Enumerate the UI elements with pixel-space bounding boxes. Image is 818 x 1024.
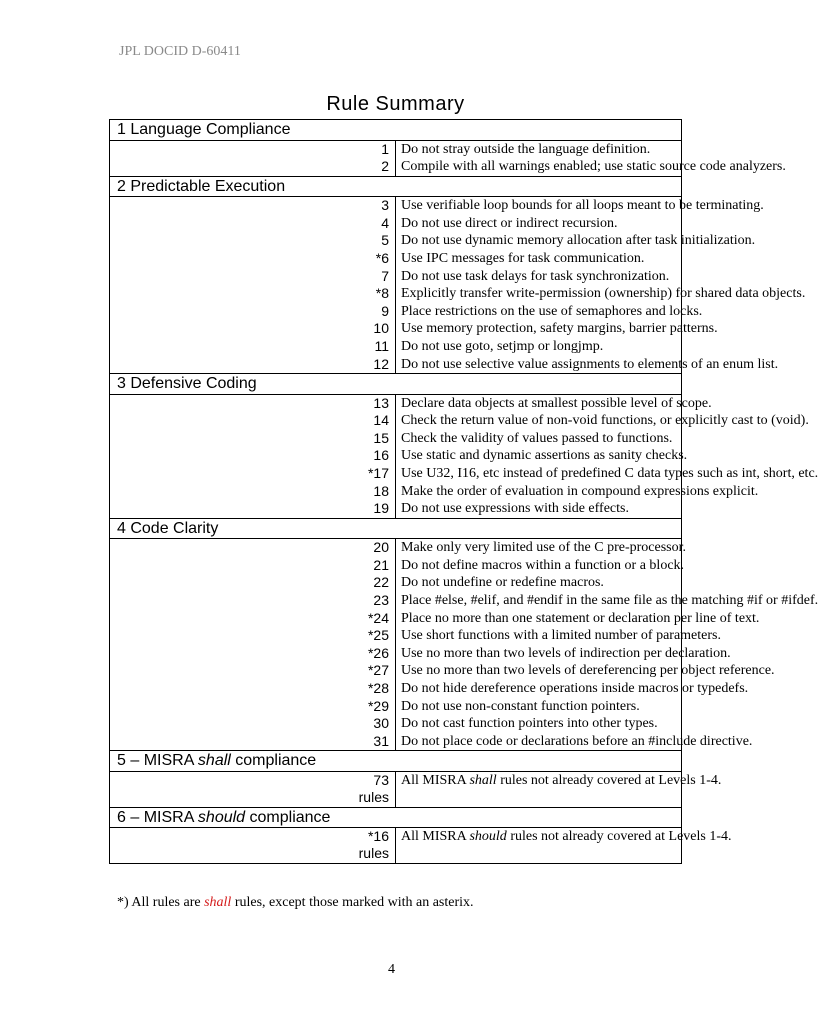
rule-number: *25 <box>110 627 396 645</box>
rule-text: Explicitly transfer write-permission (ownership) for shared data objects. <box>396 285 682 303</box>
rule-text: Compile with all warnings enabled; use static source code analyzers. <box>396 158 682 176</box>
rule-number: 9 <box>110 303 396 321</box>
rule-row <box>110 158 682 176</box>
rule-number: 31 <box>110 733 396 751</box>
rule-number: 23 <box>110 592 396 610</box>
rule-text: Place no more than one statement or declaration per line of text. <box>396 610 682 628</box>
page-title: Rule Summary <box>326 93 465 115</box>
rule-row <box>110 574 682 592</box>
rule-row <box>110 320 682 338</box>
rule-row <box>110 715 682 733</box>
rule-row <box>110 610 682 628</box>
section-title: 5 – MISRA shall compliance <box>110 751 682 772</box>
rule-text: Do not stray outside the language definition. <box>396 140 682 158</box>
rule-number: 15 <box>110 430 396 448</box>
rule-text: Place #else, #elif, and #endif in the same file as the matching #if or #ifdef. <box>396 592 682 610</box>
rule-number: 21 <box>110 557 396 575</box>
rule-row <box>110 140 682 158</box>
rule-row <box>110 197 682 215</box>
rule-number: *28 <box>110 680 396 698</box>
rule-text: Do not use dynamic memory allocation after task initialization. <box>396 232 682 250</box>
rule-number: 5 <box>110 232 396 250</box>
rule-text: Do not use selective value assignments to elements of an enum list. <box>396 356 682 374</box>
rule-number: 12 <box>110 356 396 374</box>
rule-number: 7 <box>110 268 396 286</box>
rule-row <box>110 645 682 663</box>
rule-row <box>110 500 682 518</box>
rule-number: 10 <box>110 320 396 338</box>
rule-text: Use IPC messages for task communication. <box>396 250 682 268</box>
rule-row <box>110 465 682 483</box>
rule-text: Do not use goto, setjmp or longjmp. <box>396 338 682 356</box>
rule-row <box>110 356 682 374</box>
rule-number: 2 <box>110 158 396 176</box>
rule-text: Declare data objects at smallest possible level of scope. <box>396 394 682 412</box>
rule-number: *6 <box>110 250 396 268</box>
rule-text: Make only very limited use of the C pre-processor. <box>396 539 682 557</box>
rule-text: Do not place code or declarations before an #include directive. <box>396 733 682 751</box>
rule-number: 16 <box>110 447 396 465</box>
rule-number: *26 <box>110 645 396 663</box>
rule-number: *27 <box>110 662 396 680</box>
rule-row <box>110 662 682 680</box>
rule-text: Use memory protection, safety margins, barrier patterns. <box>396 320 682 338</box>
rule-number: *8 <box>110 285 396 303</box>
rule-row <box>110 680 682 698</box>
shall-emphasis: shall <box>204 895 232 910</box>
rule-number: 4 <box>110 215 396 233</box>
rule-text: Do not use task delays for task synchronization. <box>396 268 682 286</box>
rule-row <box>110 733 682 751</box>
rule-number: 73 rules <box>110 771 396 807</box>
rule-row <box>110 483 682 501</box>
section-title: 6 – MISRA should compliance <box>110 807 682 828</box>
rule-number: 3 <box>110 197 396 215</box>
rule-text: All MISRA shall rules not already covered at Levels 1-4. <box>396 771 682 807</box>
rule-row <box>110 557 682 575</box>
rule-summary-table <box>109 119 818 864</box>
rule-text: Use U32, I16, etc instead of predefined C data types such as int, short, etc. <box>396 465 682 483</box>
rule-number: *16 rules <box>110 828 396 864</box>
rule-number: *29 <box>110 698 396 716</box>
rule-number: 1 <box>110 140 396 158</box>
rule-text: Do not cast function pointers into other types. <box>396 715 682 733</box>
rule-number: 11 <box>110 338 396 356</box>
page-number: 4 <box>388 962 395 977</box>
rule-row <box>110 268 682 286</box>
rule-text: Do not use non-constant function pointers. <box>396 698 682 716</box>
rule-text: Do not use direct or indirect recursion. <box>396 215 682 233</box>
rule-number: 30 <box>110 715 396 733</box>
rule-row <box>110 285 682 303</box>
rule-row <box>110 539 682 557</box>
rule-text: Use verifiable loop bounds for all loops meant to be terminating. <box>396 197 682 215</box>
rule-text: Place restrictions on the use of semaphores and locks. <box>396 303 682 321</box>
footnote: *) All rules are shall rules, except those marked with an asterix. <box>117 895 474 910</box>
rule-row <box>110 627 682 645</box>
rule-number: 13 <box>110 394 396 412</box>
rule-text: Do not define macros within a function or a block. <box>396 557 682 575</box>
rule-row <box>110 338 682 356</box>
section-title: 4 Code Clarity <box>110 518 682 539</box>
rule-text: All MISRA should rules not already covered at Levels 1-4. <box>396 828 682 864</box>
section-title: 3 Defensive Coding <box>110 374 682 395</box>
rule-row <box>110 250 682 268</box>
rule-text: Do not use expressions with side effects. <box>396 500 682 518</box>
rule-row <box>110 592 682 610</box>
rule-row <box>110 215 682 233</box>
document-id: JPL DOCID D-60411 <box>119 44 241 59</box>
rule-text: Use static and dynamic assertions as sanity checks. <box>396 447 682 465</box>
rule-text: Do not undefine or redefine macros. <box>396 574 682 592</box>
rule-row <box>110 447 682 465</box>
rule-text: Use no more than two levels of indirection per declaration. <box>396 645 682 663</box>
rule-row <box>110 394 682 412</box>
rule-row <box>110 412 682 430</box>
rule-number: 19 <box>110 500 396 518</box>
section-title: 1 Language Compliance <box>110 120 682 141</box>
section-title: 2 Predictable Execution <box>110 176 682 197</box>
rule-number: 18 <box>110 483 396 501</box>
rule-text: Check the validity of values passed to functions. <box>396 430 682 448</box>
rule-text: Use short functions with a limited number of parameters. <box>396 627 682 645</box>
rule-number: *17 <box>110 465 396 483</box>
rule-text: Do not hide dereference operations inside macros or typedefs. <box>396 680 682 698</box>
rule-text: Use no more than two levels of dereferencing per object reference. <box>396 662 682 680</box>
rule-number: 20 <box>110 539 396 557</box>
rule-row <box>110 698 682 716</box>
rule-row <box>110 232 682 250</box>
rule-number: 14 <box>110 412 396 430</box>
rule-text: Check the return value of non-void functions, or explicitly cast to (void). <box>396 412 682 430</box>
rule-number: *24 <box>110 610 396 628</box>
rule-row <box>110 303 682 321</box>
rule-text: Make the order of evaluation in compound expressions explicit. <box>396 483 682 501</box>
rule-number: 22 <box>110 574 396 592</box>
rule-row <box>110 430 682 448</box>
